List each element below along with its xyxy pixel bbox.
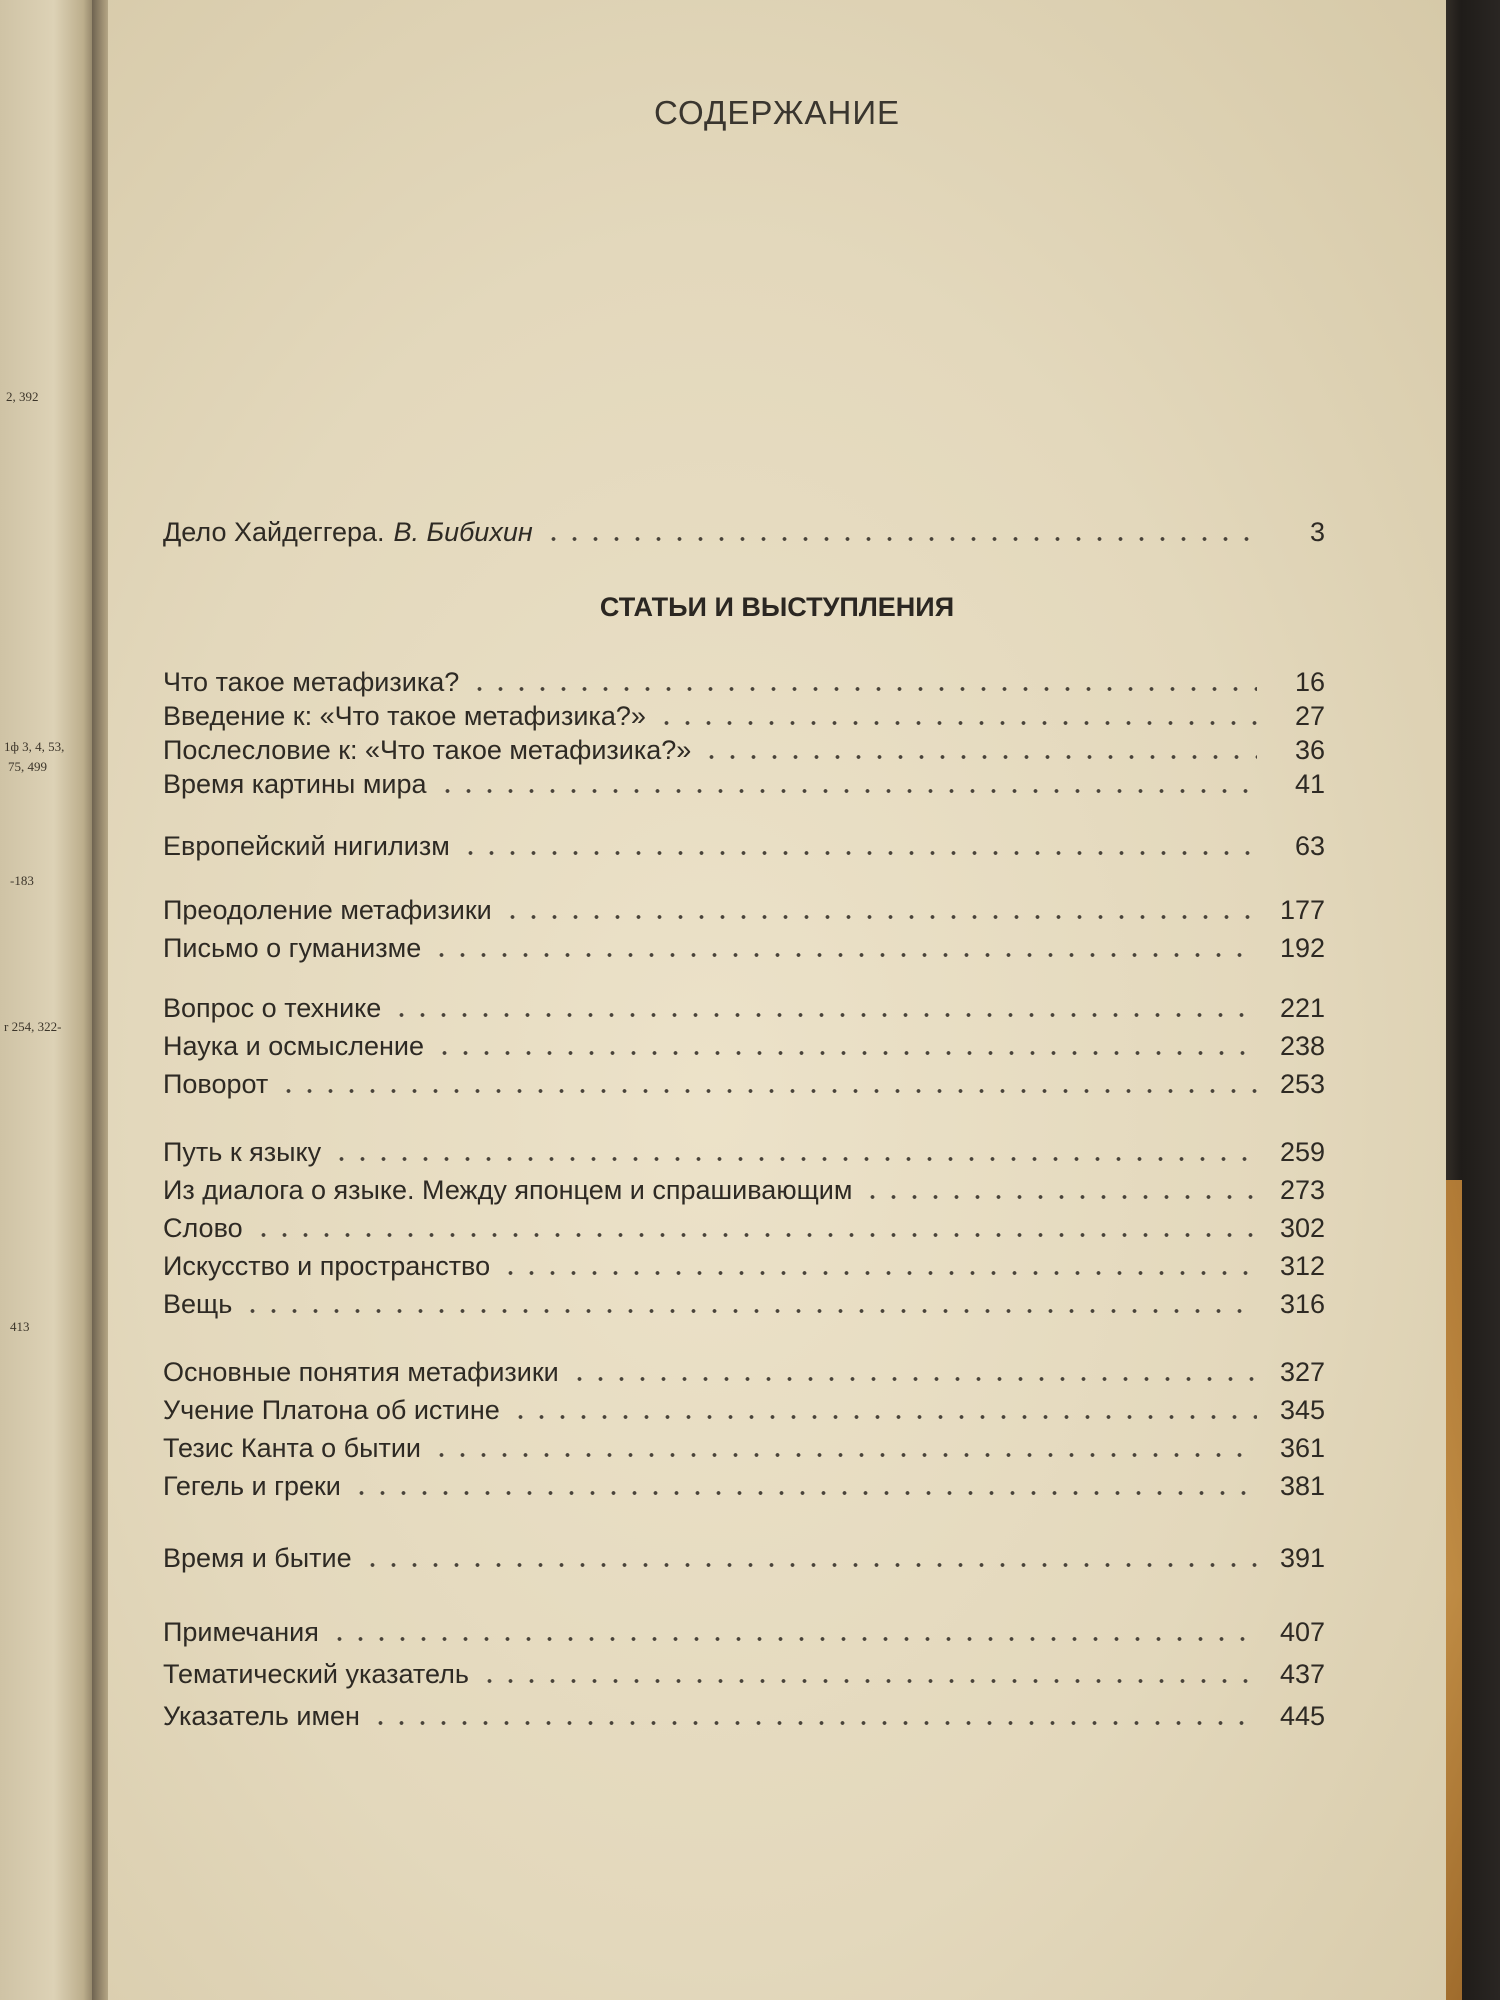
dot-leader [543,537,1257,541]
toc-entry-page: 3 [1309,517,1325,547]
toc-entry-title: Гегель и греки [163,1471,341,1501]
toc-entry-page: 312 [1279,1251,1325,1281]
toc-entry-page: 238 [1279,1031,1325,1061]
toc-entry-title: Вещь [163,1289,233,1319]
toc-entry-title: Из диалога о языке. Между японцем и спрашивающим [163,1175,853,1205]
toc-entry[interactable] [163,1244,1325,1282]
toc-entry-page: 302 [1279,1213,1325,1243]
toc-entry-page: 63 [1294,831,1325,861]
toc-entry[interactable] [163,1350,1325,1388]
page-title: СОДЕРЖАНИЕ [653,94,901,131]
toc-entry[interactable] [163,1282,1325,1320]
toc-entry-title: Введение к: «Что такое метафизика?» [163,701,646,731]
toc-entry-page: 259 [1279,1137,1325,1167]
toc-entry-page: 27 [1294,701,1325,731]
toc-entry[interactable] [163,888,1325,926]
dot-leader [329,1637,1257,1641]
toc-entry-intro[interactable] [163,510,1325,548]
toc-entry-page: 221 [1279,993,1325,1023]
toc-entry[interactable] [163,1426,1325,1464]
toc-entry[interactable] [163,986,1325,1024]
dot-leader [331,1157,1257,1161]
toc-entry-title: Преодоление метафизики [163,895,492,925]
toc-entry-page: 316 [1279,1289,1325,1319]
toc-entry[interactable] [163,1062,1325,1100]
toc-entry[interactable] [163,1610,1325,1648]
section-heading: СТАТЬИ И ВЫСТУПЛЕНИЯ [599,592,955,622]
toc-entry-page: 253 [1279,1069,1325,1099]
toc-entry-title: Время картины мира [163,769,427,799]
facing-page-fragment: 1ф 3, 4, 53, [4,739,65,754]
dot-leader [569,1377,1257,1381]
toc-entry-title: Основные понятия метафизики [163,1357,559,1387]
toc-entry-title: Время и бытие [163,1543,352,1573]
toc-entry-page: 273 [1279,1175,1325,1205]
toc-entry[interactable] [163,728,1325,766]
toc-entry[interactable] [163,660,1325,698]
toc-entry-title: Послесловие к: «Что такое метафизика?» [163,735,692,765]
toc-entry-page: 327 [1279,1357,1325,1387]
toc-entry[interactable] [163,824,1325,862]
dot-leader [370,1721,1257,1725]
dot-leader [862,1195,1257,1199]
dot-leader [242,1309,1257,1313]
dot-leader [500,1271,1257,1275]
toc-entry-page: 41 [1294,769,1325,799]
dot-leader [510,1415,1257,1419]
toc-entry-title: Что такое метафизика? [163,667,460,697]
toc-entry-title: Дело Хайдеггера. [163,517,385,547]
toc-entry[interactable] [163,926,1325,964]
dot-leader [253,1233,1257,1237]
toc-entry-page: 391 [1279,1543,1325,1573]
dot-leader [701,755,1257,759]
dot-leader [469,687,1257,691]
toc-entry-title: Европейский нигилизм [163,831,450,861]
toc-entry-title: Тематический указатель [163,1659,469,1689]
toc-entry-title: Указатель имен [163,1701,360,1731]
dot-leader [351,1491,1257,1495]
toc-entry[interactable] [163,1168,1325,1206]
dot-leader [502,915,1257,919]
dot-leader [656,721,1257,725]
toc-entry-title: Поворот [163,1069,269,1099]
toc-entry-page: 36 [1294,735,1325,765]
toc-entry-page: 177 [1279,895,1325,925]
toc-entry[interactable] [163,694,1325,732]
page-edge-strip [1446,1180,1462,2000]
toc-entry[interactable] [163,1024,1325,1062]
facing-page-fragment: 413 [10,1319,30,1334]
toc-entry-page: 16 [1294,667,1325,697]
toc-entry-page: 407 [1279,1617,1325,1647]
dot-leader [460,851,1257,855]
toc-entry[interactable] [163,1388,1325,1426]
dot-leader [437,789,1257,793]
dot-leader [431,953,1257,957]
toc-entry[interactable] [163,1464,1325,1502]
toc-entry[interactable] [163,1536,1325,1574]
toc-entry-title: Слово [163,1213,243,1243]
toc-entry-title: Тезис Канта о бытии [163,1433,422,1463]
toc-entry[interactable] [163,1694,1325,1732]
toc-entry-page: 192 [1279,933,1325,963]
facing-page-fragment: 75, 499 [8,759,47,774]
toc-entry-title: Письмо о гуманизме [163,933,422,963]
dot-leader [479,1679,1257,1683]
toc-entry-author: В. Бибихин [393,517,533,547]
toc-entry-title: Вопрос о технике [163,993,382,1023]
dot-leader [362,1563,1257,1567]
toc-entry-title: Путь к языку [163,1137,322,1167]
toc-entry-title: Наука и осмысление [163,1031,424,1061]
dot-leader [278,1089,1257,1093]
facing-page-fragment: -183 [10,873,34,888]
toc-entry-page: 445 [1279,1701,1325,1731]
facing-page-fragment: 2, 392 [6,389,39,404]
toc-entry[interactable] [163,1652,1325,1690]
toc-entry[interactable] [163,1130,1325,1168]
toc-entry-page: 345 [1279,1395,1325,1425]
toc-entry[interactable] [163,762,1325,800]
facing-page [0,0,98,2000]
toc-entry-title: Учение Платона об истине [163,1395,500,1425]
toc-entry-page: 437 [1279,1659,1325,1689]
toc-entry-title: Искусство и пространство [163,1251,491,1281]
contents-page [108,0,1446,2000]
dot-leader [391,1013,1257,1017]
dot-leader [431,1453,1257,1457]
toc-entry-title: Примечания [163,1617,319,1647]
toc-entry[interactable] [163,1206,1325,1244]
toc-entry-page: 381 [1279,1471,1325,1501]
dot-leader [434,1051,1257,1055]
toc-entry-page: 361 [1279,1433,1325,1463]
facing-page-fragment: r 254, 322- [4,1019,62,1034]
